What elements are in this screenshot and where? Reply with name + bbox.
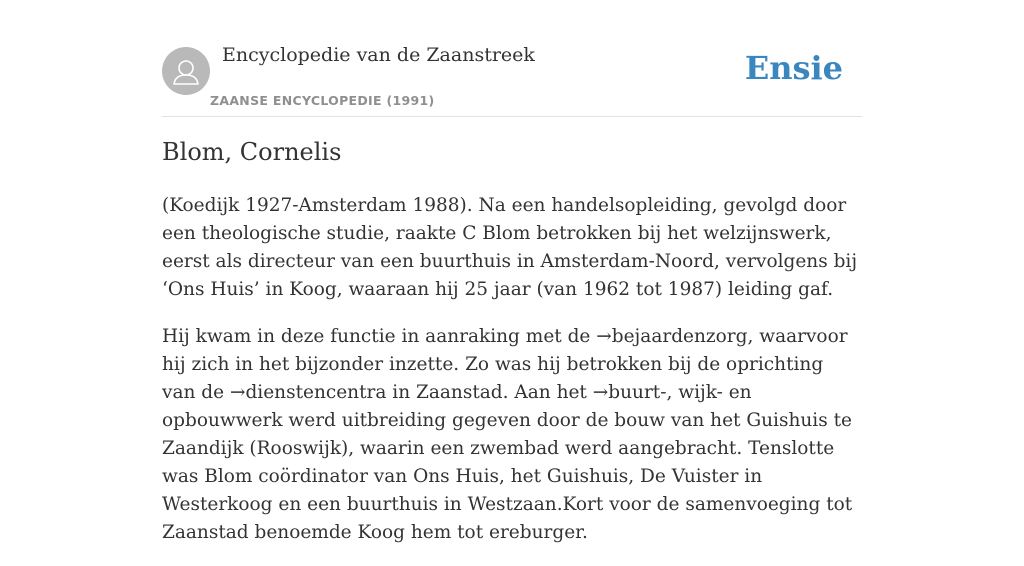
- paragraph-text: , wijk- en opbouwwerk werd uitbreiding gegeven door de bouw van het Guishuis te Zaandijk (Rooswijk), waarin een zwembad werd aangebracht. Tenslotte was Blom coördinator van Ons Huis, het Guishuis, De Vuister in Westerkoog en een buurthuis in Westzaan.Kort voor de samenvoeging tot Zaanstad benoemde Koog hem tot ereburger.: [162, 382, 853, 543]
- xref-link-buurt[interactable]: →buurt-: [592, 382, 667, 403]
- ensie-logo-link[interactable]: Ensie: [744, 49, 843, 87]
- entry-title: Blom, Cornelis: [162, 138, 342, 166]
- page: [162, 0, 862, 543]
- source-header: [162, 0, 862, 117]
- source-title[interactable]: Encyclopedie van de Zaanstreek: [222, 44, 535, 66]
- xref-link-dienstencentra[interactable]: →dienstencentra: [229, 382, 387, 403]
- entry-paragraph-1: (Koedijk 1927-Amsterdam 1988). Na een handelsopleiding, gevolgd door een theologische studie, raakte C Blom betrokken bij het welzijnswerk, eerst als directeur van een buurthuis in Amsterdam-Noord, vervolgens bij ‘Ons Huis’ in Koog, waaraan hij 25 jaar (van 1962 tot 1987) leiding gaf.: [162, 195, 858, 300]
- entry-body: [162, 192, 862, 566]
- entry-paragraph-2: [162, 323, 862, 547]
- paragraph-text: Hij kwam in deze functie in aanraking met de: [162, 326, 597, 347]
- xref-link-bejaardenzorg[interactable]: →bejaardenzorg: [596, 326, 748, 347]
- paragraph-text: , waarvoor hij zich in het bijzonder inzette. Zo was hij betrokken bij de oprichting van de: [162, 326, 848, 403]
- user-avatar-icon[interactable]: [162, 47, 210, 95]
- source-subtitle: ZAANSE ENCYCLOPEDIE (1991): [210, 93, 435, 108]
- paragraph-text: in Zaanstad. Aan het: [386, 382, 593, 403]
